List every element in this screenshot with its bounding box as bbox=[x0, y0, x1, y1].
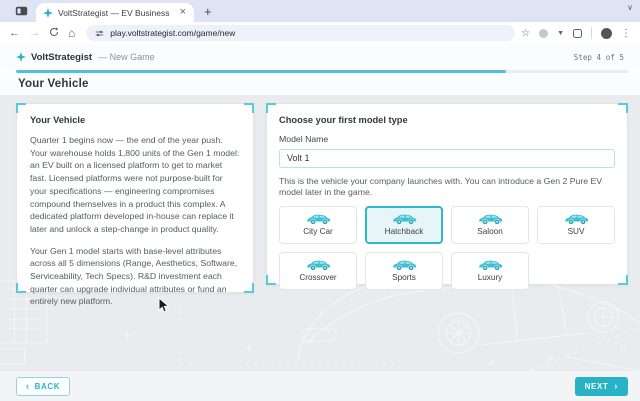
browser-tab-strip bbox=[0, 0, 640, 22]
model-type-tile[interactable] bbox=[365, 206, 443, 244]
model-type-label: SUV bbox=[567, 227, 585, 237]
model-type-tile[interactable] bbox=[451, 206, 529, 244]
car-icon bbox=[477, 213, 504, 225]
back-icon[interactable]: ← bbox=[9, 26, 20, 39]
car-icon bbox=[305, 213, 332, 225]
car-icon bbox=[305, 259, 332, 271]
chevron-down-icon[interactable]: ∨ bbox=[627, 3, 633, 12]
next-button-label: NEXT bbox=[584, 382, 609, 391]
model-type-tile[interactable] bbox=[279, 252, 357, 290]
corner-bracket bbox=[16, 103, 26, 113]
corner-bracket bbox=[618, 275, 628, 285]
app-name: VoltStrategist bbox=[31, 51, 93, 63]
corner-bracket bbox=[266, 103, 276, 113]
download-icon[interactable]: ▼ bbox=[557, 29, 564, 37]
page-title: Your Vehicle bbox=[18, 78, 89, 90]
url-text: play.voltstrategist.com/game/new bbox=[110, 28, 236, 38]
vehicle-card-paragraph: Quarter 1 begins now — the end of the year push. Your warehouse holds 1,800 units of the Gen 1 model: an EV built on a licensed platform to get to market fast. Licensed platforms were not purpose-built for your specifications — engineering compromises compound themselves in a product this complex. A dedicated platform developed in-house can replace it later and unlock a step-change in product quality. bbox=[30, 135, 240, 234]
page-info-icon[interactable] bbox=[539, 29, 548, 38]
extensions-icon[interactable] bbox=[573, 29, 582, 38]
corner-bracket bbox=[16, 283, 26, 293]
model-type-label: Luxury bbox=[477, 273, 503, 283]
forward-icon[interactable]: → bbox=[29, 26, 40, 39]
model-name-input[interactable] bbox=[279, 149, 615, 168]
model-type-label: City Car bbox=[303, 227, 333, 237]
model-type-label: Crossover bbox=[299, 273, 337, 283]
corner-bracket bbox=[266, 275, 276, 285]
reload-icon[interactable] bbox=[49, 27, 59, 40]
tab-search-icon[interactable] bbox=[8, 3, 34, 19]
model-type-label: Saloon bbox=[477, 227, 503, 237]
model-name-label: Model Name bbox=[279, 134, 329, 144]
back-button-label: BACK bbox=[34, 382, 61, 391]
tab-title: VoltStrategist — EV Business bbox=[58, 7, 170, 18]
corner-bracket bbox=[618, 103, 628, 113]
model-type-grid bbox=[279, 206, 615, 290]
vehicle-card-title: Your Vehicle bbox=[30, 115, 86, 125]
page-title-bar bbox=[0, 73, 640, 95]
model-type-label: Hatchback bbox=[384, 227, 424, 237]
main-content bbox=[0, 95, 640, 371]
corner-bracket bbox=[244, 103, 254, 113]
vehicle-card-paragraph: Your Gen 1 model starts with base-level attributes across all 5 dimensions (Range, Aesthetics, Software, Serviceability, Tech Specs). R&D investment each quarter can upgrade individual attributes or fund an entirely new platform. bbox=[30, 245, 238, 307]
home-icon[interactable]: ⌂ bbox=[68, 26, 76, 40]
corner-bracket bbox=[244, 283, 254, 293]
voltstrategist-favicon bbox=[43, 8, 53, 18]
wizard-footer bbox=[0, 371, 640, 401]
profile-avatar[interactable] bbox=[601, 28, 612, 39]
step-indicator: Step 4 of 5 bbox=[573, 52, 624, 62]
model-type-label: Sports bbox=[392, 273, 416, 283]
model-type-card bbox=[266, 103, 628, 285]
voltstrategist-logo-icon bbox=[16, 52, 26, 62]
app-subtitle: — New Game bbox=[98, 52, 155, 62]
bookmark-star-icon[interactable]: ☆ bbox=[521, 27, 531, 39]
chevron-left-icon: ‹ bbox=[26, 381, 30, 391]
toolbar-divider bbox=[591, 27, 592, 39]
tab-close-icon[interactable]: × bbox=[179, 6, 186, 18]
car-icon bbox=[391, 259, 418, 271]
back-button[interactable] bbox=[16, 377, 70, 396]
browser-toolbar bbox=[0, 22, 640, 44]
car-icon bbox=[563, 213, 590, 225]
chevron-right-icon: › bbox=[614, 381, 618, 391]
vehicle-info-card bbox=[16, 103, 254, 307]
browser-tab[interactable] bbox=[36, 3, 194, 22]
model-type-tile[interactable] bbox=[537, 206, 615, 244]
url-bar[interactable] bbox=[86, 25, 515, 41]
site-settings-icon[interactable] bbox=[95, 29, 104, 38]
app-header bbox=[0, 44, 640, 70]
car-icon bbox=[391, 213, 418, 225]
model-card-title: Choose your first model type bbox=[279, 115, 408, 125]
new-tab-icon[interactable]: + bbox=[204, 4, 212, 19]
model-type-tile[interactable] bbox=[451, 252, 529, 290]
model-type-tile[interactable] bbox=[365, 252, 443, 290]
menu-kebab-icon[interactable]: ⋮ bbox=[621, 27, 631, 39]
model-type-tile[interactable] bbox=[279, 206, 357, 244]
model-description: This is the vehicle your company launches with. You can introduce a Gen 2 Pure EV model later in the game. bbox=[279, 175, 603, 198]
next-button[interactable] bbox=[575, 377, 628, 396]
car-icon bbox=[477, 259, 504, 271]
